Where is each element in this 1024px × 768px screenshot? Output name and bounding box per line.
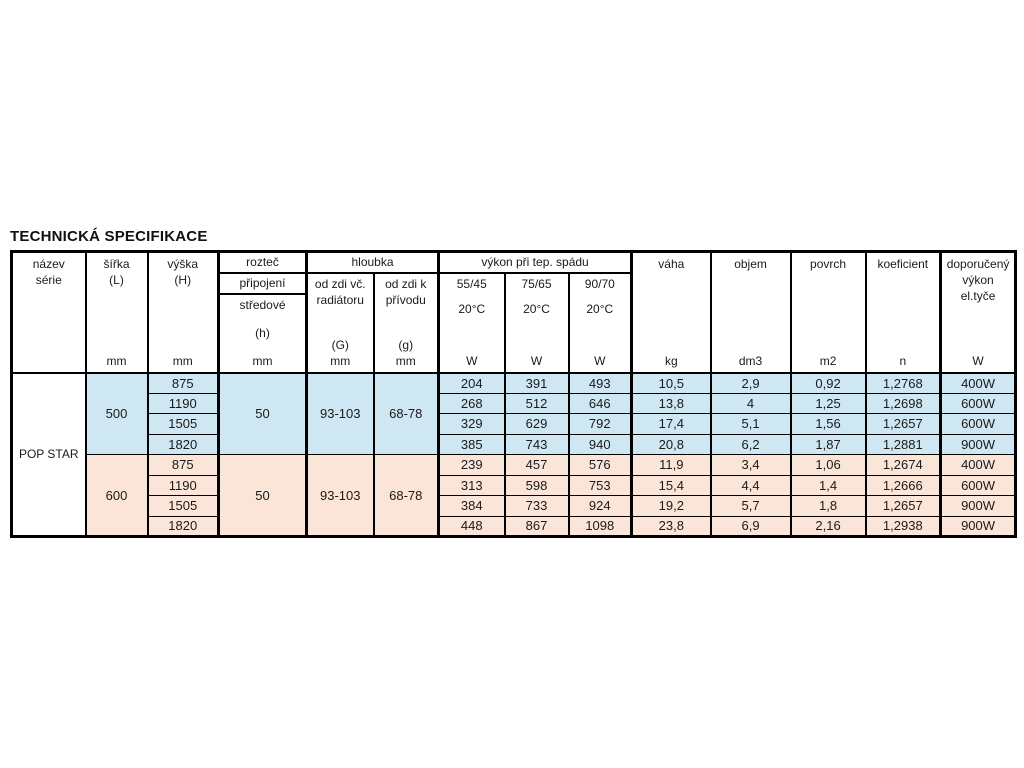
header-label: objem [734, 256, 767, 271]
header-unit: dm3 [738, 353, 763, 368]
cell-vykon-7565: 457 [505, 455, 569, 476]
cell-vyska: 875 [148, 455, 219, 476]
cell-povrch: 1,25 [791, 393, 866, 414]
cell-objem: 6,9 [711, 516, 791, 537]
header-unit: kg [664, 353, 678, 368]
cell-vykon-5545: 448 [439, 516, 505, 537]
header-cell-vykon: výkon při tep. spádu [439, 252, 632, 273]
cell-doporuceny: 900W [941, 516, 1016, 537]
header-label: 75/65 [521, 277, 552, 291]
table-row [12, 455, 1016, 476]
cell-vyska: 1190 [148, 393, 219, 414]
header-sub: 20°C [458, 302, 486, 316]
cell-hloubka-g2: 68-78 [374, 373, 439, 455]
cell-objem: 2,9 [711, 373, 791, 394]
cell-povrch: 1,4 [791, 475, 866, 496]
cell-objem: 4 [711, 393, 791, 414]
cell-vykon-5545: 239 [439, 455, 505, 476]
cell-vykon-5545: 385 [439, 434, 505, 455]
header-label: váha [658, 256, 685, 271]
cell-vyska: 1820 [148, 434, 219, 455]
table-row [12, 434, 1016, 455]
cell-vaha: 20,8 [632, 434, 711, 455]
header-unit: mm [330, 354, 351, 368]
header-unit: m2 [819, 353, 837, 368]
cell-vykon-5545: 313 [439, 475, 505, 496]
cell-koeficient: 1,2881 [866, 434, 941, 455]
cell-vykon-9070: 753 [569, 475, 632, 496]
header-label: výkon [962, 272, 994, 287]
cell-objem: 5,1 [711, 414, 791, 435]
cell-vyska: 875 [148, 373, 219, 394]
cell-vaha: 19,2 [632, 496, 711, 517]
header-sub: (H) [174, 272, 192, 287]
cell-doporuceny: 600W [941, 414, 1016, 435]
cell-vykon-5545: 329 [439, 414, 505, 435]
table-row [12, 516, 1016, 537]
header-cell-nazev-serie [12, 252, 86, 373]
cell-vykon-5545: 384 [439, 496, 505, 517]
header-label: doporučený [946, 256, 1010, 271]
header-cell-pripojeni: připojení [219, 273, 307, 294]
cell-koeficient: 1,2938 [866, 516, 941, 537]
cell-vykon-7565: 598 [505, 475, 569, 496]
header-sub: (G) [331, 338, 349, 352]
cell-vyska: 1505 [148, 496, 219, 517]
header-cell-vykon-9070 [569, 273, 632, 373]
cell-objem: 5,7 [711, 496, 791, 517]
header-unit: W [594, 354, 606, 368]
cell-povrch: 0,92 [791, 373, 866, 394]
cell-koeficient: 1,2657 [866, 496, 941, 517]
header-label: 90/70 [584, 277, 615, 291]
header-sub: (L) [109, 272, 124, 287]
cell-vaha: 17,4 [632, 414, 711, 435]
table-body [12, 373, 1016, 537]
table-row [12, 414, 1016, 435]
cell-doporuceny: 900W [941, 496, 1016, 517]
cell-hloubka-g2: 68-78 [374, 455, 439, 537]
header-unit: W [530, 354, 543, 368]
cell-doporuceny: 400W [941, 455, 1016, 476]
cell-objem: 6,2 [711, 434, 791, 455]
cell-hloubka-g: 93-103 [307, 373, 374, 455]
cell-vaha: 11,9 [632, 455, 711, 476]
header-unit: mm [395, 354, 416, 368]
table-row [12, 475, 1016, 496]
cell-vykon-7565: 867 [505, 516, 569, 537]
header-unit: mm [172, 353, 193, 368]
cell-vykon-9070: 646 [569, 393, 632, 414]
header-cell-stredove [219, 294, 307, 373]
table-row [12, 373, 1016, 394]
header-cell-od-zdi-privodu [374, 273, 439, 373]
header-unit: mm [252, 354, 273, 368]
cell-povrch: 1,8 [791, 496, 866, 517]
header-unit: W [466, 354, 478, 368]
cell-vykon-9070: 493 [569, 373, 632, 394]
cell-vykon-9070: 792 [569, 414, 632, 435]
header-cell-od-zdi-radiatoru [307, 273, 374, 373]
header-cell-koeficient [866, 252, 941, 373]
cell-povrch: 1,56 [791, 414, 866, 435]
cell-vaha: 10,5 [632, 373, 711, 394]
cell-sirka: 500 [86, 373, 148, 455]
header-cell-vaha [632, 252, 711, 373]
table-row [12, 496, 1016, 517]
header-label: přívodu [385, 293, 426, 307]
header-sub: 20°C [523, 302, 550, 316]
cell-vykon-9070: 940 [569, 434, 632, 455]
header-cell-objem [711, 252, 791, 373]
cell-series-name: POP STAR [12, 373, 86, 537]
header-label: 55/45 [456, 277, 487, 291]
cell-objem: 3,4 [711, 455, 791, 476]
header-cell-vykon-7565 [505, 273, 569, 373]
cell-koeficient: 1,2674 [866, 455, 941, 476]
header-label: povrch [810, 256, 847, 271]
cell-roztec: 50 [219, 373, 307, 455]
cell-doporuceny: 600W [941, 393, 1016, 414]
cell-vykon-9070: 924 [569, 496, 632, 517]
cell-vaha: 15,4 [632, 475, 711, 496]
cell-objem: 4,4 [711, 475, 791, 496]
header-cell-vyska [148, 252, 219, 373]
cell-doporuceny: 900W [941, 434, 1016, 455]
cell-vykon-7565: 629 [505, 414, 569, 435]
header-label: šířka [103, 256, 130, 271]
header-cell-doporuceny [941, 252, 1016, 373]
header-cell-sirka [86, 252, 148, 373]
cell-vykon-7565: 733 [505, 496, 569, 517]
header-unit: n [899, 353, 907, 368]
cell-doporuceny: 400W [941, 373, 1016, 394]
cell-vykon-7565: 512 [505, 393, 569, 414]
header-label: od zdi k [385, 277, 427, 291]
header-label: radiátoru [316, 293, 364, 307]
header-label: série [35, 272, 62, 287]
header-label: název [32, 256, 65, 271]
cell-koeficient: 1,2666 [866, 475, 941, 496]
header-label: středové [239, 298, 286, 312]
cell-povrch: 1,06 [791, 455, 866, 476]
cell-koeficient: 1,2768 [866, 373, 941, 394]
cell-vaha: 13,8 [632, 393, 711, 414]
table-header [12, 252, 1016, 373]
header-unit: W [972, 353, 984, 368]
header-sub: (g) [398, 338, 414, 352]
header-cell-hloubka: hloubka [307, 252, 439, 273]
cell-sirka: 600 [86, 455, 148, 537]
header-cell-vykon-5545 [439, 273, 505, 373]
cell-doporuceny: 600W [941, 475, 1016, 496]
header-sub: (h) [255, 326, 270, 340]
cell-hloubka-g: 93-103 [307, 455, 374, 537]
header-label: el.tyče [960, 288, 996, 303]
cell-vykon-9070: 576 [569, 455, 632, 476]
spec-table [10, 250, 1017, 538]
cell-vykon-5545: 204 [439, 373, 505, 394]
header-label: od zdi vč. [314, 277, 366, 291]
cell-vyska: 1190 [148, 475, 219, 496]
cell-povrch: 2,16 [791, 516, 866, 537]
cell-vykon-9070: 1098 [569, 516, 632, 537]
cell-roztec: 50 [219, 455, 307, 537]
cell-vyska: 1505 [148, 414, 219, 435]
header-label: výška [167, 256, 199, 271]
header-unit: mm [106, 353, 127, 368]
cell-vyska: 1820 [148, 516, 219, 537]
header-cell-roztec: rozteč [219, 252, 307, 273]
cell-vaha: 23,8 [632, 516, 711, 537]
cell-vykon-5545: 268 [439, 393, 505, 414]
header-cell-povrch [791, 252, 866, 373]
header-sub: 20°C [586, 302, 614, 316]
cell-povrch: 1,87 [791, 434, 866, 455]
header-label: koeficient [877, 256, 929, 271]
cell-koeficient: 1,2698 [866, 393, 941, 414]
cell-vykon-7565: 743 [505, 434, 569, 455]
page-title: TECHNICKÁ SPECIFIKACE [10, 228, 208, 245]
table-row [12, 393, 1016, 414]
cell-koeficient: 1,2657 [866, 414, 941, 435]
cell-vykon-7565: 391 [505, 373, 569, 394]
